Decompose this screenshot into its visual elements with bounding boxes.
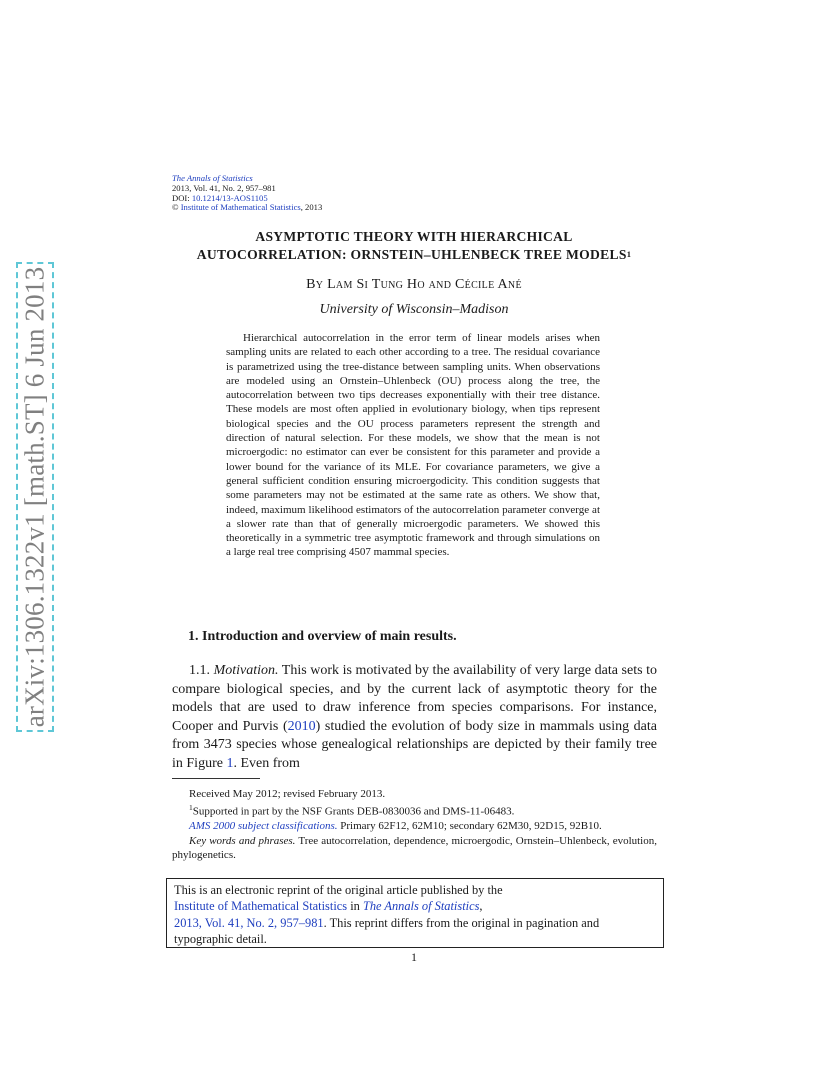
section-heading: 1. Introduction and overview of main results. — [188, 629, 457, 644]
journal-link[interactable]: The Annals of Statistics — [362, 899, 480, 914]
keywords-label: Key words and phrases. — [189, 834, 296, 847]
intro-text-3: . Even from — [233, 755, 300, 771]
intro-paragraph — [172, 662, 657, 774]
journal-header — [172, 174, 322, 213]
subsection-title: Motivation. — [213, 663, 279, 678]
support-mark: 1 — [189, 803, 193, 813]
journal-volume: 2013, Vol. 41, No. 2, 957–981 — [172, 182, 276, 193]
doi-link[interactable]: 10.1214/13-AOS1105 — [191, 192, 268, 203]
reprint-text-2: in — [347, 899, 363, 914]
arxiv-stamp[interactable] — [16, 262, 54, 732]
affiliation: University of Wisconsin–Madison — [319, 302, 509, 317]
subsection-number: 1.1. — [189, 663, 214, 678]
page-number: 1 — [411, 950, 417, 964]
copyright-year: , 2013 — [300, 202, 323, 213]
journal-name-link[interactable]: The Annals of Statistics — [172, 173, 253, 183]
reprint-text-1: This is an electronic reprint of the original article published by the — [174, 883, 503, 897]
figure-ref-link[interactable]: 1 — [226, 755, 234, 771]
authors: By Lam Si Tung Ho and Cécile Ané — [306, 277, 522, 292]
copyright-org-link[interactable]: Institute of Mathematical Statistics — [180, 202, 301, 213]
reprint-text-3: . This reprint differs from the original in pagination and typographic detail. — [174, 915, 600, 946]
paper-title — [100, 228, 728, 264]
title-footnote-mark[interactable]: 1 — [626, 249, 632, 259]
ams-classification: Primary 62F12, 62M10; secondary 62M30, 92D15, 92B10. — [337, 820, 602, 833]
intro-text-2: ) studied the evolution of body size in mammals using data from 3473 species whose genealogical relationships are depicted by their family tree in Figure — [172, 718, 657, 771]
keywords: Tree autocorrelation, dependence, microergodic, Ornstein–Uhlenbeck, evolution, phylogenetics. — [172, 834, 657, 861]
ams-classification-link[interactable]: AMS 2000 subject classifications. — [189, 820, 338, 833]
intro-text-1: This work is motivated by the availability of very large data sets to compare biological species, and by the current lack of asymptotic theory for the models that are used to draw inference from species comparisons. For instance, Cooper and Purvis ( — [172, 663, 657, 734]
received-dates: Received May 2012; revised February 2013. — [189, 788, 386, 800]
title-line-1: ASYMPTOTIC THEORY WITH HIERARCHICAL — [255, 229, 573, 244]
copyright-icon: © — [172, 202, 179, 213]
footnote-divider — [172, 778, 260, 779]
doi-label: DOI: — [172, 192, 192, 203]
arxiv-identifier: arXiv:1306.1322v1 [math.ST] 6 Jun 2013 — [19, 266, 50, 728]
volume-link[interactable]: 2013, Vol. 41, No. 2, 957–981 — [174, 915, 324, 930]
citation-link[interactable]: 2010 — [287, 718, 316, 734]
reprint-comma: , — [479, 899, 483, 914]
reprint-notice — [166, 878, 664, 948]
support-note: Supported in part by the NSF Grants DEB-0830036 and DMS-11-06483. — [192, 805, 515, 818]
abstract: Hierarchical autocorrelation in the error term of linear models arises when sampling units are related to each other according to a tree. The residual covariance is parametrized using the tree-distance between sampling units. When observations are modeled using an Ornstein–Uhlenbeck (OU) process along the tree, the autocorrelation between two tips decreases exponentially with their tree distance. These models are most often applied in evolutionary biology, when tips represent biological species and the OU process parameters represent the strength and direction of natural selection. For these models, we show that the mean is not microergodic: no estimator can ever be consistent for this parameter and provide a lower bound for the variance of its MLE. For covariance parameters, we give a general sufficient condition ensuring microergodicity. This condition suggests that some parameters may not be estimated at the same rate as others. We show that, indeed, maximum likelihood estimators of the autocorrelation parameter converge at a slower rate than that of generally microergodic parameters. We showed this theoretically in a symmetric tree asymptotic framework and through simulations on a large real tree comprising 4507 mammal species. — [226, 332, 600, 559]
ims-link[interactable]: Institute of Mathematical Statistics — [174, 899, 348, 914]
title-line-2: AUTOCORRELATION: ORNSTEIN–UHLENBECK TREE MODELS — [196, 247, 627, 262]
footnotes — [172, 787, 657, 862]
